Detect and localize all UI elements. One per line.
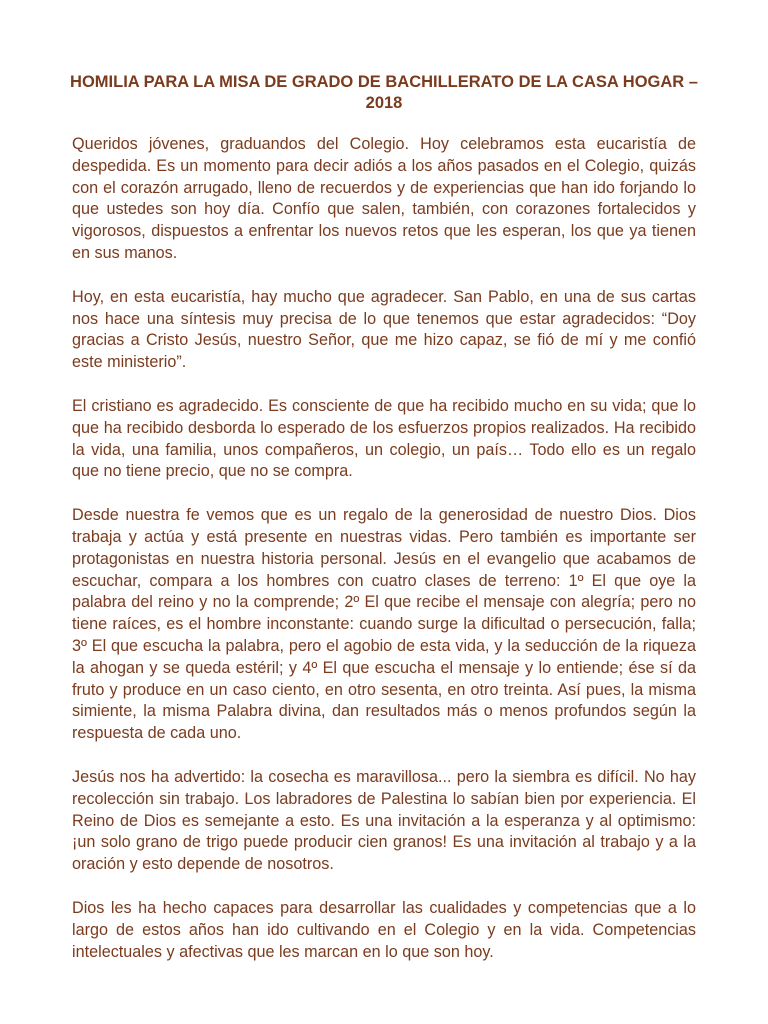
paragraph-1: Queridos jóvenes, graduandos del Colegio. Hoy celebramos esta eucaristía de despedida. Es un momento para decir adiós a los años pasados en el Colegio, quizás con el corazón arrugado, lleno de recuerdos y de experiencias que han ido forjando lo que ustedes son hoy día. Confío que salen, también, con corazones fortalecidos y vigorosos, dispuestos a enfrentar los nuevos retos que les esperan, los que ya tienen en sus manos. (72, 135, 696, 262)
paragraph-2: Hoy, en esta eucaristía, hay mucho que agradecer. San Pablo, en una de sus cartas nos hace una síntesis muy precisa de lo que tenemos que estar agradecidos: “Doy gracias a Cristo Jesús, nuestro Señor, que me hizo capaz, se fió de mí y me confió este ministerio”. (72, 287, 696, 372)
paragraph-3: El cristiano es agradecido. Es consciente de que ha recibido mucho en su vida; que lo que ha recibido desborda lo esperado de los esfuerzos propios realizados. Ha recibido la vida, una familia, unos compañeros, un colegio, un país… Todo ello es un regalo que no tiene precio, que no se compra. (72, 396, 696, 481)
paragraph-6: Dios les ha hecho capaces para desarrollar las cualidades y competencias que a lo largo de estos años han ido cultivando en el Colegio y en la vida. Competencias intelectuales y afectivas que les marcan en lo que son hoy. (72, 898, 696, 961)
document-title: HOMILIA PARA LA MISA DE GRADO DE BACHILLERATO DE LA CASA HOGAR – 2018 (70, 73, 698, 112)
paragraph-4: Desde nuestra fe vemos que es un regalo de la generosidad de nuestro Dios. Dios trabaja y actúa y está presente en nuestras vidas. Pero también es importante ser protagonistas en nuestra historia personal. Jesús en el evangelio que acabamos de escuchar, compara a los hombres con cuatro clases de terreno: 1º El que oye la palabra del reino y no la comprende; 2º El que recibe el mensaje con alegría; pero no tiene raíces, es el hombre inconstante: cuando surge la dificultad o persecución, falla; 3º El que escucha la palabra, pero el agobio de esta vida, y la seducción de la riqueza la ahogan y se queda estéril; y 4º El que escucha el mensaje y lo entiende; ése sí da fruto y produce en un caso ciento, en otro sesenta, en otro treinta. Así pues, la misma simiente, la misma Palabra divina, dan resultados más o menos profundos según la respuesta de cada uno. (72, 506, 696, 743)
document-body (72, 134, 696, 985)
paragraph-5: Jesús nos ha advertido: la cosecha es maravillosa... pero la siembra es difícil. No hay recolección sin trabajo. Los labradores de Palestina lo sabían bien por experiencia. El Reino de Dios es semejante a esto. Es una invitación a la esperanza y al optimismo: ¡un solo grano de trigo puede producir cien granos! Es una invitación al trabajo y a la oración y esto depende de nosotros. (72, 767, 696, 874)
